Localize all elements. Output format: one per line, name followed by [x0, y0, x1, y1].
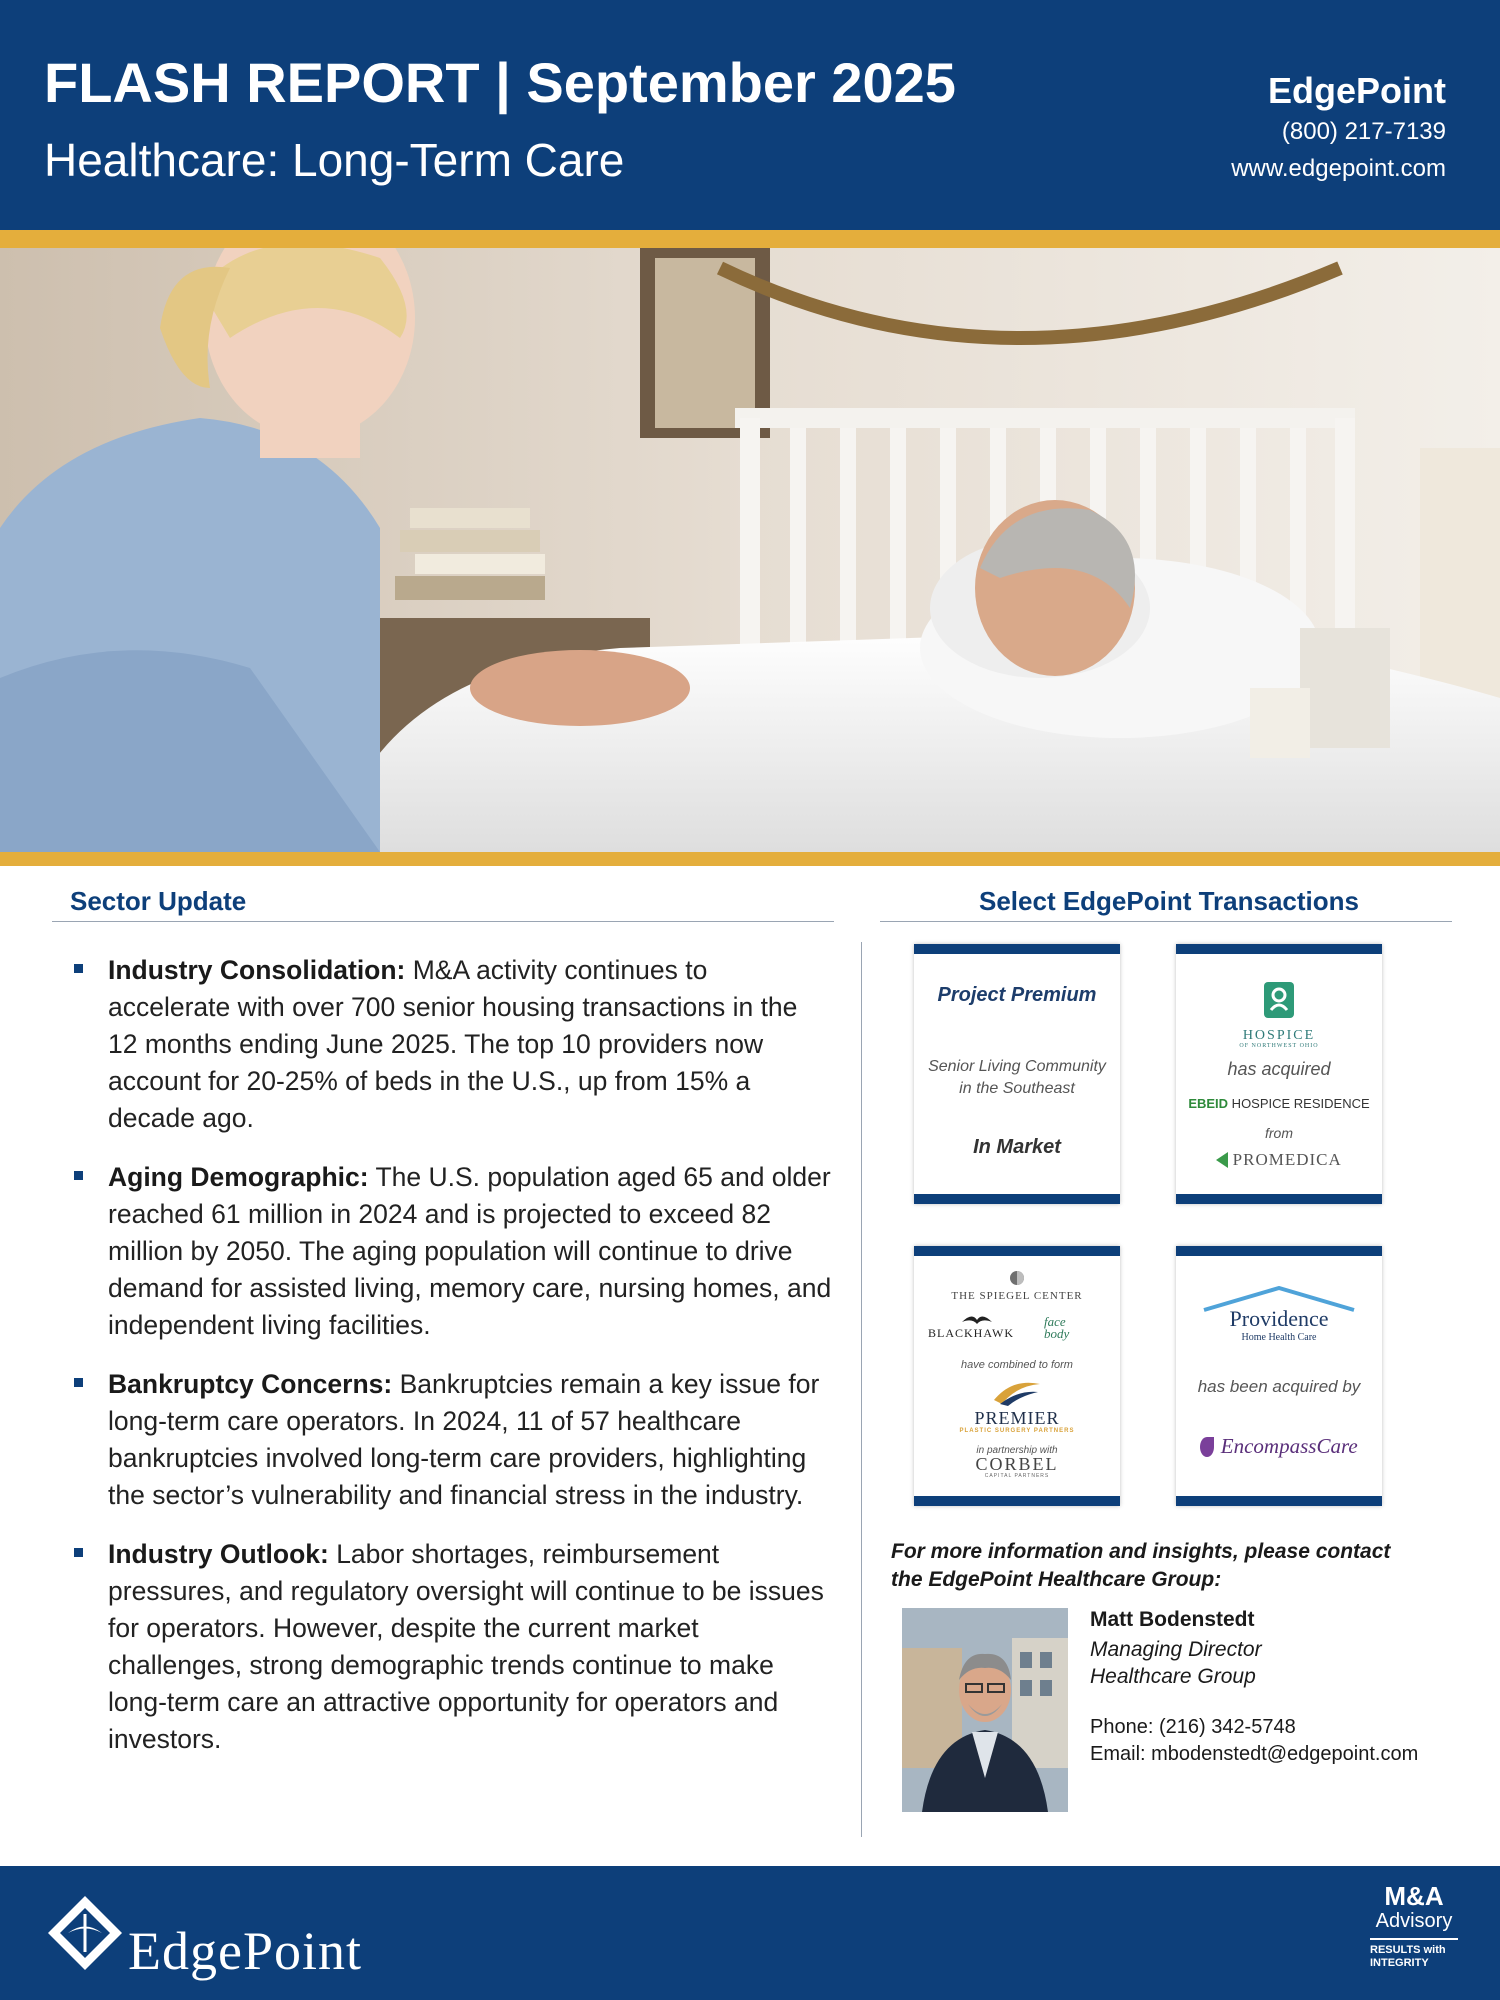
- encompass-logo-icon: [1200, 1437, 1214, 1457]
- edgepoint-logo-icon: [40, 1888, 130, 1978]
- target-providence: Providence: [1229, 1306, 1329, 1331]
- bullet-aging-demographic: [72, 1159, 832, 1344]
- bullet-industry-outlook: [72, 1536, 832, 1758]
- contact-title-line1: Managing Director: [1090, 1638, 1262, 1661]
- promedica-logo-icon: [1216, 1152, 1228, 1168]
- transaction-card-premier: [914, 1246, 1120, 1506]
- bullet-label: Aging Demographic:: [108, 1162, 369, 1192]
- badge-line1: M&A: [1384, 1881, 1444, 1911]
- partner-corbel: CORBEL: [975, 1454, 1059, 1474]
- hospice-logo-subtext: OF NORTHWEST OHIO: [1239, 1043, 1319, 1049]
- bullet-label: Industry Outlook:: [108, 1539, 329, 1569]
- card-project-name: Project Premium: [937, 984, 1097, 1006]
- face-body-line2: body: [1044, 1326, 1070, 1341]
- card-desc-line1: Senior Living Community: [928, 1058, 1106, 1075]
- hospice-logo-icon: [1262, 980, 1296, 1020]
- contact-intro-line1: For more information and insights, please contact: [891, 1540, 1391, 1563]
- result-premier: PREMIER: [974, 1408, 1060, 1428]
- sector-heading-rule: [52, 921, 834, 922]
- seller-name: PROMEDICA: [1232, 1150, 1342, 1169]
- card-verb: has acquired: [1227, 1059, 1331, 1079]
- card-from: from: [1265, 1125, 1293, 1141]
- bullet-text: The U.S. population aged 65 and older reached 61 million in 2024 and is projected to exceed 82 million by 2050. The aging population will continue to drive demand for assisted living, memory care, nursing homes, and independent living facilities.: [108, 1162, 832, 1340]
- header-phone: (800) 217-7139: [1281, 118, 1446, 145]
- contact-portrait: [902, 1608, 1068, 1812]
- hero-photo-illustration: [0, 248, 1500, 852]
- sector-bullet-list: [72, 952, 832, 1780]
- badge-line4: INTEGRITY: [1370, 1957, 1429, 1969]
- transaction-card-hospice: [1176, 944, 1382, 1204]
- bullet-bankruptcy-concerns: [72, 1366, 832, 1514]
- badge-rule: [1370, 1938, 1458, 1940]
- bullet-text: Labor shortages, reimbursement pressures, and regulatory oversight will continue to be issues for operators. However, despite the current market challenges, strong demographic trends continue to make long-term care an attractive opportunity for operators and investors.: [108, 1539, 824, 1754]
- transaction-card-providence: [1176, 1246, 1382, 1506]
- header-band: [0, 0, 1500, 230]
- bullet-text: M&A activity continues to accelerate with over 700 senior housing transactions in the 12 months ending June 2025. The top 10 providers now account for 20-25% of beds in the U.S., up from 15% a decade ago.: [108, 955, 798, 1133]
- face-body-line1: face: [1044, 1314, 1066, 1329]
- column-divider: [861, 942, 862, 1837]
- contact-title-line2: Healthcare Group: [1090, 1665, 1256, 1688]
- premier-logo-icon: [992, 1378, 1042, 1406]
- gold-stripe-top: [0, 230, 1500, 248]
- card-status: In Market: [973, 1136, 1061, 1158]
- report-subtitle: Healthcare: Long-Term Care: [44, 134, 625, 186]
- spiegel-logo-icon: [1009, 1270, 1025, 1286]
- square-bullet-icon: [74, 1171, 83, 1180]
- contact-intro-line2: the EdgePoint Healthcare Group:: [891, 1568, 1222, 1591]
- party-face-body: [1044, 1316, 1104, 1340]
- header-brand: EdgePoint: [1268, 70, 1446, 111]
- card-desc-line2: in the Southeast: [959, 1080, 1075, 1097]
- ma-advisory-badge: [1366, 1882, 1462, 1970]
- hospice-logo-text: HOSPICE: [1242, 1028, 1316, 1043]
- target-subtext: Home Health Care: [1241, 1332, 1317, 1343]
- transaction-card-project-premium: [914, 944, 1120, 1204]
- square-bullet-icon: [74, 1548, 83, 1557]
- contact-title: [1090, 1636, 1262, 1690]
- badge-line3: RESULTS with: [1370, 1944, 1446, 1956]
- result-subtext: PLASTIC SURGERY PARTNERS: [959, 1428, 1075, 1434]
- report-title: FLASH REPORT | September 2025: [44, 51, 956, 114]
- footer-brand: EdgePoint: [128, 1921, 362, 1981]
- target-name-part2: HOSPICE RESIDENCE: [1228, 1096, 1370, 1111]
- acquired-target: [1176, 1096, 1382, 1111]
- contact-name: Matt Bodenstedt: [1090, 1608, 1255, 1631]
- transactions-heading-rule: [880, 921, 1452, 922]
- buyer-logo: [1176, 1434, 1382, 1459]
- party-spiegel-center: THE SPIEGEL CENTER: [951, 1290, 1083, 1302]
- contact-intro: [891, 1538, 1390, 1594]
- card-verb: have combined to form: [961, 1359, 1073, 1371]
- sector-update-heading: Sector Update: [70, 886, 247, 916]
- bullet-label: Industry Consolidation:: [108, 955, 406, 985]
- header-website[interactable]: www.edgepoint.com: [1231, 155, 1446, 182]
- bullet-text: Bankruptcies remain a key issue for long-term care operators. In 2024, 11 of 57 healthcare bankruptcies involved long-term care providers, highlighting the sector’s vulnerability and financial stress in the industry.: [108, 1369, 820, 1510]
- blackhawk-bird-icon: [962, 1312, 992, 1324]
- transactions-heading: Select EdgePoint Transactions: [979, 886, 1359, 916]
- square-bullet-icon: [74, 1378, 83, 1387]
- hero-photo: [0, 248, 1500, 852]
- seller-logo: [1176, 1150, 1382, 1170]
- contact-email[interactable]: Email: mbodenstedt@edgepoint.com: [1090, 1743, 1419, 1765]
- contact-portrait-illustration: [902, 1608, 1068, 1812]
- square-bullet-icon: [74, 964, 83, 973]
- partnership-text: in partnership with: [976, 1445, 1058, 1456]
- card-verb: has been acquired by: [1197, 1377, 1361, 1396]
- target-name-part1: EBEID: [1188, 1096, 1229, 1111]
- buyer-name: EncompassCare: [1220, 1434, 1358, 1458]
- contact-phone: Phone: (216) 342-5748: [1090, 1716, 1296, 1738]
- party-blackhawk: BLACKHAWK: [928, 1326, 1015, 1340]
- bullet-industry-consolidation: [72, 952, 832, 1137]
- badge-line2: Advisory: [1375, 1910, 1453, 1932]
- bullet-label: Bankruptcy Concerns:: [108, 1369, 393, 1399]
- gold-stripe-bottom: [0, 852, 1500, 866]
- partner-subtext: CAPITAL PARTNERS: [984, 1473, 1050, 1479]
